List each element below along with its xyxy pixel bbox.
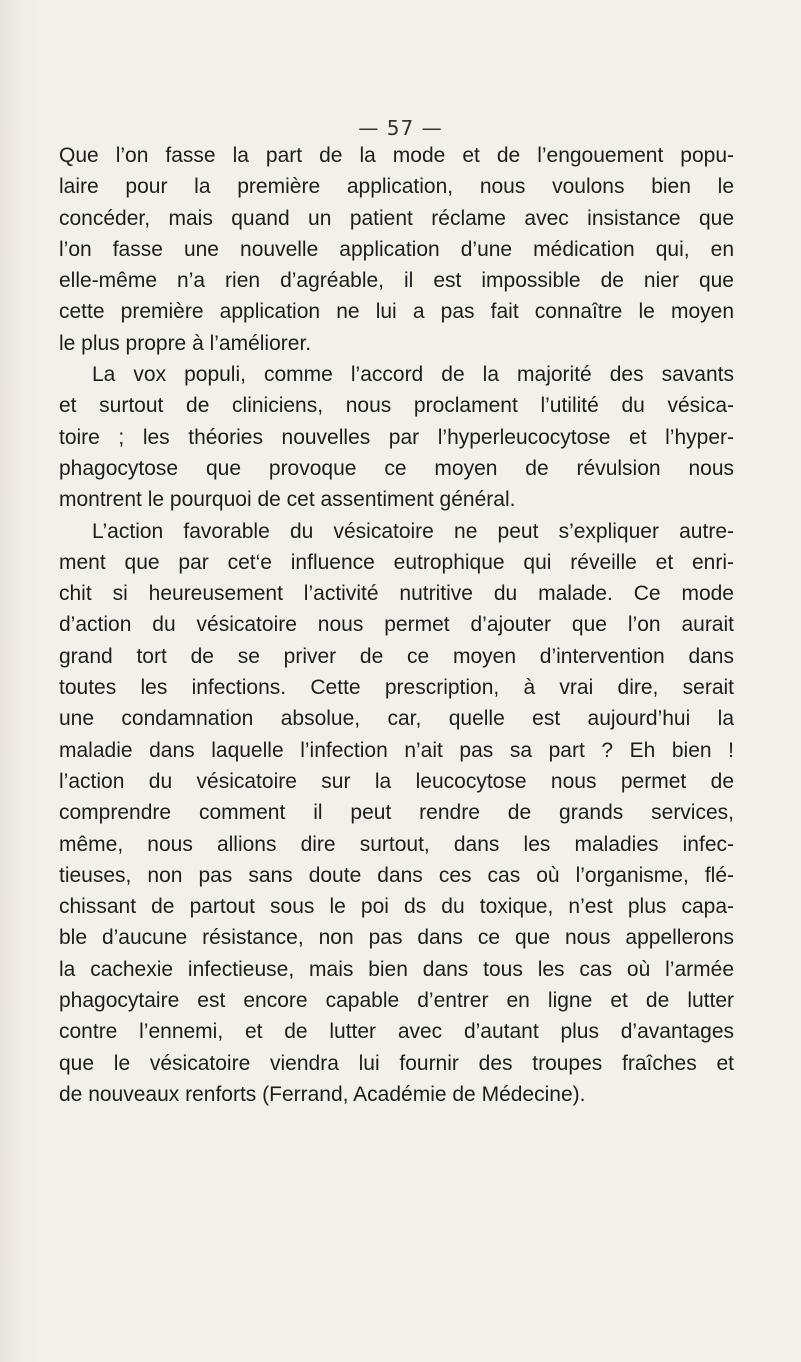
text-line: Que l’on fasse la part de la mode et de l’engouement popu- <box>59 144 734 167</box>
text-line: phagocytose que provoque ce moyen de révulsion nous <box>59 456 734 480</box>
text-line: laire pour la première application, nous voulons bien le <box>59 175 734 199</box>
text-line: contre l’ennemi, et de lutter avec d’autant plus d’avantages <box>59 1020 734 1044</box>
text-line: L’action favorable du vésicatoire ne peut s’expliquer autre- <box>92 519 734 543</box>
text-line: concéder, mais quand un patient réclame avec insistance que <box>59 206 734 230</box>
text-line: comprendre comment il peut rendre de grands services, <box>59 801 734 825</box>
text-line: ment que par cet‘e influence eutrophique qui réveille et enri- <box>59 550 734 574</box>
text-line: de nouveaux renforts (Ferrand, Académie de Médecine). <box>59 1082 586 1106</box>
text-line: l’on fasse une nouvelle application d’une médication qui, en <box>59 237 734 261</box>
text-line: même, nous allions dire surtout, dans les maladies infec- <box>59 832 734 856</box>
text-line: montrent le pourquoi de cet assentiment général. <box>59 488 516 512</box>
text-line: ble d’aucune résistance, non pas dans ce que nous appellerons <box>59 926 734 950</box>
text-line: tieuses, non pas sans doute dans ces cas où l’organisme, flé- <box>59 863 734 887</box>
text-line: cette première application ne lui a pas fait connaître le moyen <box>59 300 734 324</box>
text-line: chissant de partout sous le poi ds du toxique, n’est plus capa- <box>59 895 734 919</box>
text-line: le plus propre à l’améliorer. <box>59 331 312 355</box>
text-line: l’action du vésicatoire sur la leucocytose nous permet de <box>59 769 734 793</box>
text-line: d’action du vésicatoire nous permet d’ajouter que l’on aurait <box>59 613 734 637</box>
text-line: grand tort de se priver de ce moyen d’intervention dans <box>59 644 734 668</box>
text-line: phagocytaire est encore capable d’entrer en ligne et de lutter <box>59 989 734 1013</box>
text-line: une condamnation absolue, car, quelle est aujourd’hui la <box>59 707 734 731</box>
text-line: La vox populi, comme l’accord de la majorité des savants <box>92 363 734 387</box>
text-line: elle-même n’a rien d’agréable, il est impossible de nier que <box>59 269 734 293</box>
page-number: — 57 — <box>358 116 443 140</box>
text-line: toire ; les théories nouvelles par l’hyperleucocytose et l’hyper- <box>59 425 734 449</box>
text-line: la cachexie infectieuse, mais bien dans tous les cas où l’armée <box>59 957 734 981</box>
text-line: toutes les infections. Cette prescription, à vrai dire, serait <box>59 676 734 700</box>
text-line: que le vésicatoire viendra lui fournir des troupes fraîches et <box>59 1051 734 1075</box>
text-line: maladie dans laquelle l’infection n’ait pas sa part ? Eh bien ! <box>59 738 734 762</box>
text-line: et surtout de cliniciens, nous proclament l’utilité du vésica- <box>59 394 734 418</box>
text-line: chit si heureusement l’activité nutritive du malade. Ce mode <box>59 582 734 606</box>
body-text <box>59 140 734 1110</box>
